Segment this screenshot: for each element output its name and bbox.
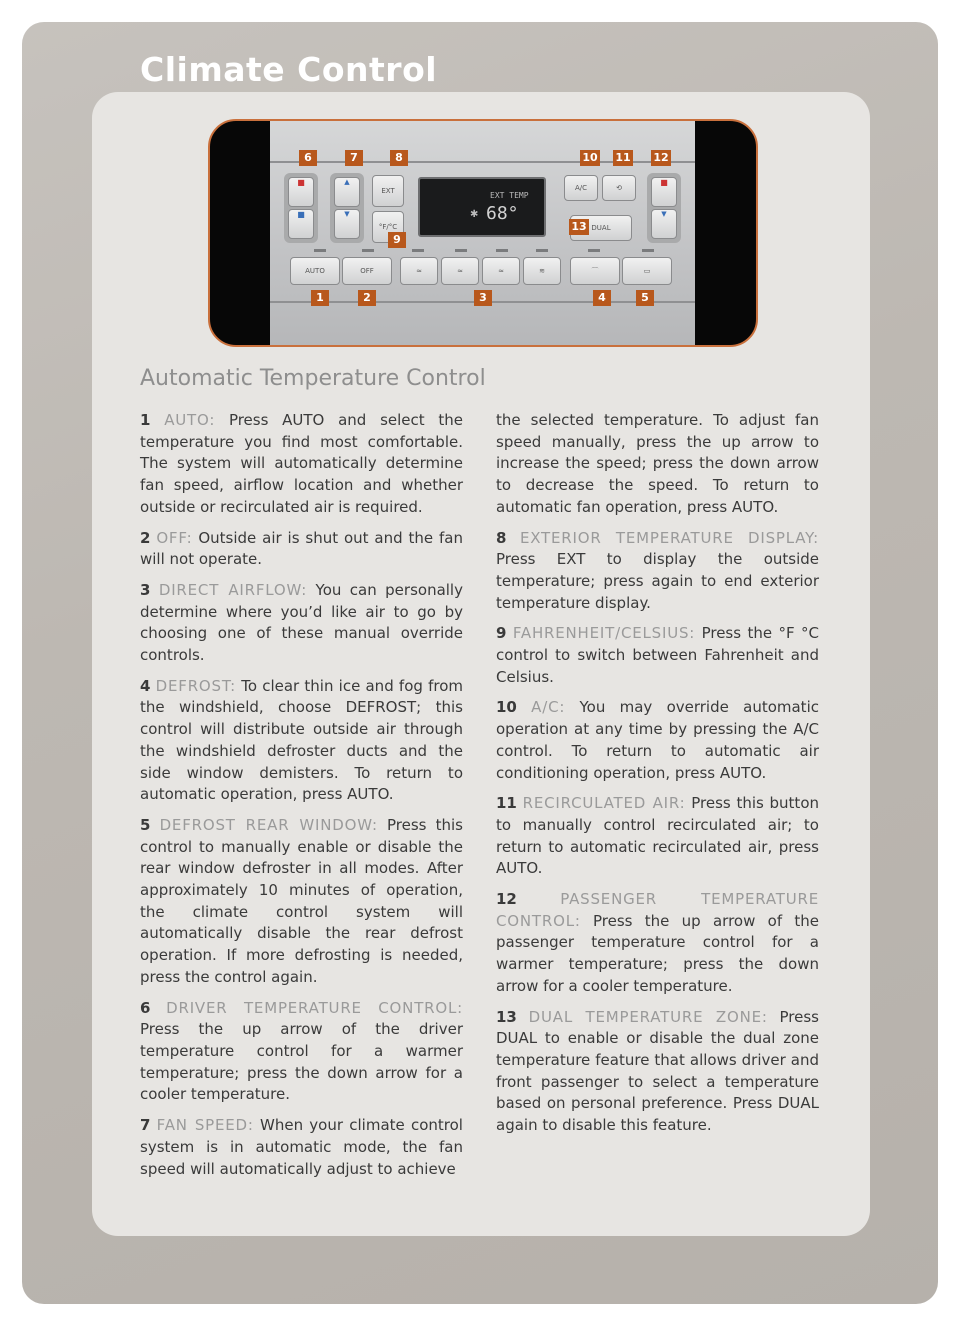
fan-icon: ✱ <box>470 209 479 220</box>
driver-temp-up-button[interactable]: ■ <box>288 177 314 207</box>
airflow-panel-floor-icon: ≈ <box>457 267 463 275</box>
item-label: OFF: <box>156 528 193 547</box>
item-label: DRIVER TEMPERATURE CONTROL: <box>166 998 463 1017</box>
item-defrost-rear-window <box>140 815 463 989</box>
airflow-panel-icon: ≈ <box>416 267 422 275</box>
item-direct-airflow <box>140 580 463 667</box>
item-text: To clear thin ice and fog from the windshield, choose DEFROST; this control will distribute outside air through the windshield defroster ducts and the side window demisters. To return to automatic operation, press AUTO. <box>140 676 463 804</box>
passenger-temp-up-button[interactable]: ■ <box>651 177 677 207</box>
item-fahrenheit-celsius <box>496 623 819 688</box>
rear-defrost-button[interactable] <box>622 257 672 285</box>
item-driver-temperature-control <box>140 998 463 1107</box>
callout-8: 8 <box>390 150 408 166</box>
callout-6: 6 <box>299 150 317 166</box>
item-dual-temperature-zone <box>496 1007 819 1137</box>
callout-3: 3 <box>474 290 492 306</box>
item-fan-speed-continued <box>496 410 819 519</box>
item-text: Press EXT to display the outside temperature; press again to end exterior temperature display. <box>496 550 819 612</box>
item-number: 5 <box>140 815 151 834</box>
item-number: 4 <box>140 676 151 695</box>
callout-5: 5 <box>636 290 654 306</box>
item-auto <box>140 410 463 519</box>
indicator-led <box>496 249 508 252</box>
item-number: 6 <box>140 998 151 1017</box>
rear-defrost-icon: ▭ <box>643 267 651 275</box>
item-ac <box>496 697 819 784</box>
item-label: A/C: <box>531 698 566 717</box>
indicator-led <box>314 249 326 252</box>
content-card <box>92 92 870 1236</box>
item-number: 9 <box>496 624 507 643</box>
defrost-icon: ⌒ <box>591 267 599 275</box>
airflow-floor-button[interactable] <box>482 257 520 285</box>
recirculate-icon: ⟲ <box>616 184 622 192</box>
item-number: 7 <box>140 1116 151 1135</box>
item-number: 3 <box>140 580 151 599</box>
item-number: 1 <box>140 411 151 429</box>
item-off <box>140 528 463 571</box>
item-defrost <box>140 676 463 806</box>
item-text: Press the up arrow of the driver temperature control for a warmer temperature; press the down arrow for a cooler temperature. <box>140 1020 463 1104</box>
item-passenger-temperature-control <box>496 889 819 998</box>
fahrenheit-celsius-button[interactable]: °F/°C <box>372 211 404 243</box>
airflow-panel-floor-button[interactable] <box>441 257 479 285</box>
indicator-led <box>642 249 654 252</box>
item-text: Press this control to manually enable or disable the rear window defroster in all modes. After approximately 10 minutes of operation, the climate control system will automatically disable the rear defrost operation. If more defrosting is needed, press the control again. <box>140 815 463 986</box>
item-number: 12 <box>496 890 517 909</box>
callout-13: 13 <box>569 219 589 235</box>
indicator-led <box>362 249 374 252</box>
recirculated-air-button[interactable] <box>602 175 636 201</box>
item-text: the selected temperature. To adjust fan speed manually, press the up arrow to increase the speed; press the down arrow to decrease the speed. To return to automatic fan operation, press AUTO. <box>496 411 819 516</box>
item-text: Outside air is shut out and the fan will not operate. <box>140 528 463 569</box>
item-text: Press AUTO and select the temperature you find most comfortable. The system will automatically determine fan speed, airflow location and whether outside or recirculated air is required. <box>140 411 463 516</box>
item-text: Press the up arrow of the passenger temperature control for a warmer temperature; press the down arrow for a cooler temperature. <box>496 911 819 995</box>
section-title: Automatic Temperature Control <box>140 366 486 391</box>
item-text: You may override automatic operation at any time by pressing the A/C control. To return to automatic air conditioning operation, press AUTO. <box>496 698 819 782</box>
temperature-display <box>418 177 546 237</box>
display-temperature: 68° <box>486 203 519 224</box>
off-button[interactable]: OFF <box>342 257 392 285</box>
text-column-right <box>496 410 819 1146</box>
item-text: You can personally determine where you’d like air to go by choosing one of these manual override controls. <box>140 580 463 665</box>
callout-7: 7 <box>345 150 363 166</box>
fan-speed-up-button[interactable]: ▲ <box>334 177 360 207</box>
item-number: 13 <box>496 1007 517 1026</box>
auto-button[interactable]: AUTO <box>290 257 340 285</box>
item-text: When your climate control system is in automatic mode, the fan speed will automatically adjust to achieve <box>140 1116 463 1178</box>
display-label: EXT TEMP <box>490 191 529 200</box>
item-label: FAHRENHEIT/CELSIUS: <box>512 624 696 643</box>
dual-button[interactable]: DUAL <box>570 215 632 241</box>
item-label: DEFROST REAR WINDOW: <box>159 815 378 834</box>
ac-button[interactable]: A/C <box>564 175 598 201</box>
climate-panel-illustration <box>208 119 758 347</box>
item-number: 11 <box>496 794 517 813</box>
text-column-left <box>140 410 463 1189</box>
item-label: PASSENGER TEMPERATURE CONTROL: <box>496 890 819 930</box>
passenger-temp-down-button[interactable]: ▼ <box>651 209 677 239</box>
item-label: EXTERIOR TEMPERATURE DISPLAY: <box>519 528 819 547</box>
indicator-led <box>455 249 467 252</box>
airflow-floor-defrost-icon: ≋ <box>539 267 545 275</box>
defrost-button[interactable] <box>570 257 620 285</box>
item-label: DEFROST: <box>155 676 237 695</box>
callout-2: 2 <box>358 290 376 306</box>
item-number: 8 <box>496 528 507 547</box>
airflow-panel-button[interactable] <box>400 257 438 285</box>
item-fan-speed <box>140 1115 463 1180</box>
airflow-floor-icon: ≈ <box>498 267 504 275</box>
page-title: Climate Control <box>140 50 438 89</box>
item-text: Press this button to manually control recirculated air; to return to automatic recirculated air, press AUTO. <box>496 794 819 878</box>
item-text: Press the °F °C control to switch between Fahrenheit and Celsius. <box>496 624 819 686</box>
ext-button[interactable]: EXT <box>372 175 404 207</box>
airflow-floor-defrost-button[interactable] <box>523 257 561 285</box>
callout-1: 1 <box>311 290 329 306</box>
indicator-led <box>588 249 600 252</box>
callout-4: 4 <box>593 290 611 306</box>
item-label: RECIRCULATED AIR: <box>522 794 686 813</box>
item-label: FAN SPEED: <box>156 1116 254 1135</box>
page-frame <box>22 22 938 1304</box>
item-label: DIRECT AIRFLOW: <box>158 580 308 599</box>
item-number: 2 <box>140 528 151 547</box>
callout-9: 9 <box>388 232 406 248</box>
item-text: Press DUAL to enable or disable the dual zone temperature feature that allows driver and front passenger to select a temperature based on personal preference. Press DUAL again to disable this feature. <box>496 1007 819 1135</box>
item-exterior-temperature-display <box>496 528 819 615</box>
callout-12: 12 <box>651 150 671 166</box>
item-recirculated-air <box>496 793 819 880</box>
item-label: AUTO: <box>164 411 216 429</box>
item-number: 10 <box>496 698 517 717</box>
callout-10: 10 <box>580 150 600 166</box>
callout-11: 11 <box>613 150 633 166</box>
item-label: DUAL TEMPERATURE ZONE: <box>528 1007 768 1026</box>
driver-temp-down-button[interactable]: ■ <box>288 209 314 239</box>
fan-speed-down-button[interactable]: ▼ <box>334 209 360 239</box>
indicator-led <box>412 249 424 252</box>
indicator-led <box>536 249 548 252</box>
